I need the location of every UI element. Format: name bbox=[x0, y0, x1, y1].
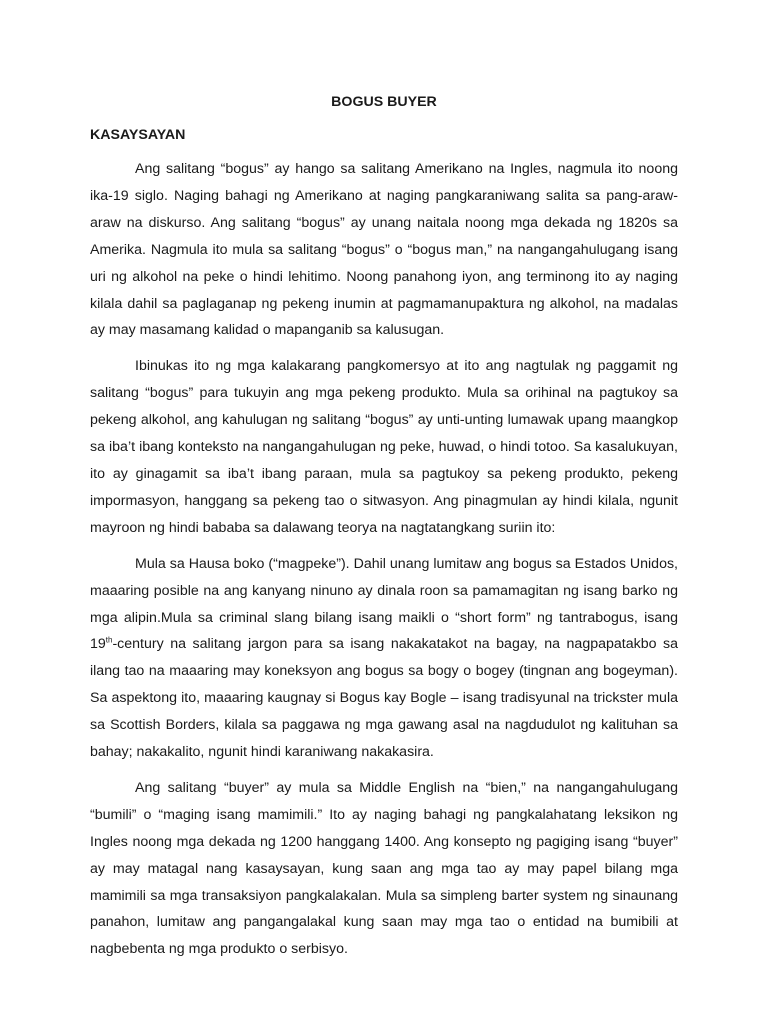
paragraph-3 bbox=[90, 551, 678, 766]
paragraph-4: Ang salitang “buyer” ay mula sa Middle English na “bien,” na nangangahulugang “bumili” o “maging isang mamimili.” Ito ay naging bahagi ng pangkalahatang leksikon ng Ingles noong mga dekada ng 1200 hanggang 1400. Ang konsepto ng pagiging isang “buyer” ay may matagal nang kasaysayan, kung saan ang mga tao ay may papel bilang mga mamimili sa mga transaksiyon pangkalakalan. Mula sa simpleng barter system ng sinaunang panahon, lumitaw ang pangangalakal kung saan may mga tao o entidad na bumibili at nagbebenta ng mga produkto o serbisyo. bbox=[90, 779, 678, 958]
paragraph-2: Ibinukas ito ng mga kalakarang pangkomersyo at ito ang nagtulak ng paggamit ng salitang “bogus” para tukuyin ang mga pekeng produkto. Mula sa orihinal na pagtukoy sa pekeng alkohol, ang kahulugan ng salitang “bogus” ay unti-unting lumawak upang maangkop sa iba’t ibang konteksto na nangangahulugan ng peke, huwad, o hindi totoo. Sa kasalukuyan, ito ay ginagamit sa iba’t ibang paraan, mula sa pagtukoy sa pekeng produkto, pekeng impormasyon, hanggang sa pekeng tao o sitwasyon. Ang pinagmulan ay hindi kilala, ngunit mayroon ng hindi bababa sa dalawang teorya na nagtatangkang suriin ito: bbox=[90, 358, 678, 536]
document-body bbox=[90, 92, 678, 972]
paragraph-1: Ang salitang “bogus” ay hango sa salitang Amerikano na Ingles, nagmula ito noong ika-19 siglo. Naging bahagi ng Amerikano at naging pangkaraniwang salita sa pang-araw-araw na diskurso. Ang salitang “bogus” ay unang naitala noong mga dekada ng 1820s sa Amerika. Nagmula ito mula sa salitang “bogus” o “bogus man,” na nangangahulugang isang uri ng alkohol na peke o hindi lehitimo. Noong panahong iyon, ang terminong ito ay naging kilala dahil sa paglaganap ng pekeng inumin at pagmamanupaktura ng alkohol, na madalas ay may masamang kalidad o mapanganib sa kalusugan. bbox=[90, 161, 678, 339]
section-heading: KASAYSAYAN bbox=[90, 127, 186, 143]
ordinal-superscript: th bbox=[105, 635, 113, 645]
paragraph-3-text-end: -century na salitang jargon para sa isang nakakatakot na bagay, na nagpapatakbo sa ilang tao na maaaring may koneksyon ang bogus sa bogy o bogey (tingnan ang bogeyman). Sa aspektong ito, maaaring kaugnay si Bogus kay Bogle – isang tradisyunal na trickster mula sa Scottish Borders, kilala sa paggawa ng mga gawang asal na nagdudulot ng kalituhan sa bahay; nakakalito, ngunit hindi karaniwang nakakasira. bbox=[90, 636, 678, 761]
document-title: BOGUS BUYER bbox=[331, 94, 437, 110]
paragraph-3-text-start: Mula sa Hausa boko (“magpeke”). Dahil unang lumitaw ang bogus sa Estados Unidos, maaaring posible na ang kanyang ninuno ay dinala roon sa pamamagitan ng isang barko ng mga alipin.Mula sa criminal slang bilang isang maikli o “short form” ng tantrabogus, isang 19 bbox=[90, 555, 678, 653]
